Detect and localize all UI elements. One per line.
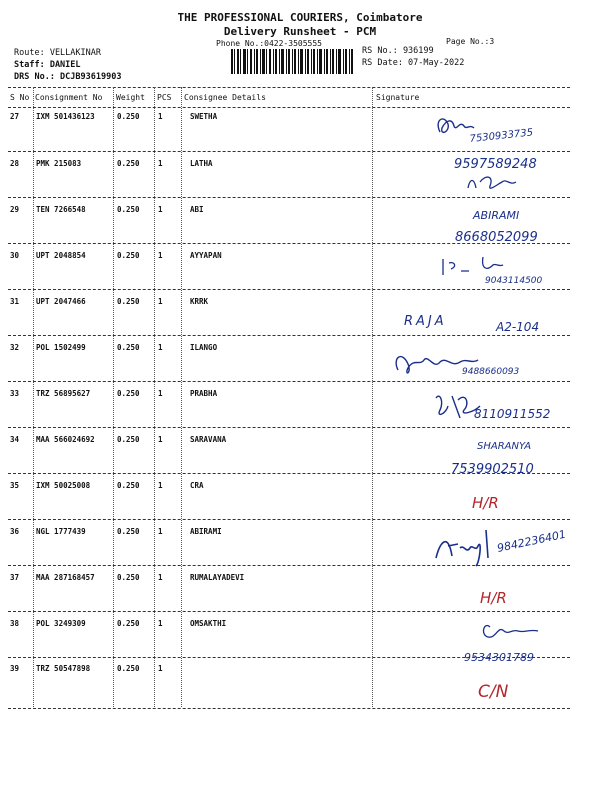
signature-36	[430, 522, 590, 572]
signature-32	[390, 340, 550, 384]
row-separator	[8, 708, 570, 709]
row-consignee: PRABHA	[190, 389, 218, 398]
row-consignee: ABI	[190, 205, 204, 214]
header-bottom-rule	[8, 107, 570, 108]
signature-text: SHARANYA	[477, 441, 532, 452]
row-sno: 37	[10, 573, 20, 582]
document-title: THE PROFESSIONAL COURIERS, Coimbatore	[177, 11, 423, 24]
row-consignment-no: TRZ 50547898	[36, 664, 91, 673]
signature-35	[470, 490, 530, 516]
row-sno: 35	[10, 481, 20, 490]
row-pcs: 1	[158, 619, 163, 628]
row-weight: 0.250	[117, 481, 140, 490]
row-sno: 29	[10, 205, 20, 214]
row-consignment-no: TEN 7266548	[36, 205, 86, 214]
row-consignee: CRA	[190, 481, 204, 490]
row-sno: 31	[10, 297, 20, 306]
row-separator	[8, 197, 570, 198]
rs-number: RS No.: 936199	[362, 46, 434, 56]
table-row	[0, 573, 600, 585]
row-consignment-no: IXM 501436123	[36, 112, 95, 121]
row-weight: 0.250	[117, 343, 140, 352]
signature-38	[450, 617, 580, 667]
row-consignment-no: MAA 566024692	[36, 435, 95, 444]
row-weight: 0.250	[117, 251, 140, 260]
signature-text: 7530933735	[469, 127, 534, 145]
row-consignee: OMSAKTHI	[190, 619, 227, 628]
row-consignment-no: POL 3249309	[36, 619, 86, 628]
signature-28	[450, 152, 580, 194]
signature-text: 9534301789	[464, 651, 534, 664]
row-sno: 38	[10, 619, 20, 628]
signature-39	[476, 675, 536, 705]
signature-text: 7539902510	[451, 462, 534, 477]
signature-37	[478, 585, 538, 611]
signature-34	[447, 433, 587, 479]
row-pcs: 1	[158, 527, 163, 536]
row-pcs: 1	[158, 664, 163, 673]
signature-27	[430, 110, 560, 148]
row-consignee: SARAVANA	[190, 435, 227, 444]
row-consignment-no: IXM 50025008	[36, 481, 91, 490]
row-separator	[8, 611, 570, 612]
row-sno: 28	[10, 159, 20, 168]
row-consignee: RUMALAYADEVI	[190, 573, 245, 582]
row-sno: 27	[10, 112, 20, 121]
row-weight: 0.250	[117, 435, 140, 444]
row-sno: 36	[10, 527, 20, 536]
row-consignment-no: NGL 1777439	[36, 527, 86, 536]
row-consignment-no: PMK 215083	[36, 159, 82, 168]
col-consignee-details: Consignee Details	[184, 93, 266, 102]
row-consignee: KRRK	[190, 297, 209, 306]
row-separator	[8, 289, 570, 290]
signature-text: 9842236401	[495, 527, 568, 555]
row-separator	[8, 519, 570, 520]
row-separator	[8, 335, 570, 336]
row-pcs: 1	[158, 205, 163, 214]
signature-text: 8110911552	[474, 407, 551, 421]
row-pcs: 1	[158, 343, 163, 352]
col-signature: Signature	[376, 93, 420, 102]
page-number: Page No.:3	[446, 37, 495, 46]
row-weight: 0.250	[117, 527, 140, 536]
row-sno: 32	[10, 343, 20, 352]
row-pcs: 1	[158, 435, 163, 444]
rs-date: RS Date: 07-May-2022	[362, 58, 465, 68]
row-consignee: AYYAPAN	[190, 251, 222, 260]
staff-label: Staff: DANIEL	[14, 60, 81, 70]
barcode	[231, 49, 353, 74]
row-pcs: 1	[158, 389, 163, 398]
document-subtitle: Delivery Runsheet - PCM	[223, 25, 377, 38]
phone-number: Phone No.:0422-3505555	[216, 39, 322, 48]
row-consignee: LATHA	[190, 159, 213, 168]
signature-text: H/R	[472, 494, 499, 512]
route-label: Route: VELLAKINAR	[14, 48, 101, 58]
row-pcs: 1	[158, 481, 163, 490]
row-sno: 39	[10, 664, 20, 673]
row-consignee: ABIRAMI	[190, 527, 222, 536]
row-weight: 0.250	[117, 389, 140, 398]
row-consignment-no: MAA 287168457	[36, 573, 95, 582]
row-consignment-no: TRZ 56895627	[36, 389, 91, 398]
row-consignee: ILANGO	[190, 343, 218, 352]
row-sno: 30	[10, 251, 20, 260]
row-weight: 0.250	[117, 112, 140, 121]
row-weight: 0.250	[117, 619, 140, 628]
signature-33	[430, 388, 580, 428]
signature-text: A2-104	[496, 320, 540, 334]
row-consignee: SWETHA	[190, 112, 218, 121]
signature-text: 9488660093	[462, 367, 520, 377]
signature-text: RAJA	[404, 314, 447, 329]
signature-30	[435, 253, 575, 289]
row-sno: 34	[10, 435, 20, 444]
row-pcs: 1	[158, 573, 163, 582]
row-weight: 0.250	[117, 664, 140, 673]
signature-text: ABIRAMI	[473, 209, 520, 222]
col-weight: Weight	[116, 93, 145, 102]
row-weight: 0.250	[117, 573, 140, 582]
drs-number: DRS No.: DCJB93619903	[14, 72, 122, 82]
signature-29	[455, 203, 585, 247]
signature-text: C/N	[478, 682, 509, 702]
header-top-rule	[8, 87, 570, 88]
signature-text: 9597589248	[454, 157, 537, 172]
signature-31	[400, 305, 570, 335]
row-pcs: 1	[158, 251, 163, 260]
col-sno: S No	[10, 93, 30, 102]
row-pcs: 1	[158, 112, 163, 121]
row-consignment-no: POL 1502499	[36, 343, 86, 352]
row-pcs: 1	[158, 159, 163, 168]
row-pcs: 1	[158, 297, 163, 306]
row-weight: 0.250	[117, 297, 140, 306]
row-sno: 33	[10, 389, 20, 398]
col-consignment-no: Consignment No	[35, 93, 103, 102]
row-weight: 0.250	[117, 159, 140, 168]
signature-text: 8668052099	[455, 230, 538, 245]
row-consignment-no: UPT 2048854	[36, 251, 86, 260]
col-pcs: PCS	[157, 93, 172, 102]
signature-text: H/R	[480, 589, 507, 607]
signature-text: 9043114500	[485, 276, 543, 286]
row-consignment-no: UPT 2047466	[36, 297, 86, 306]
row-weight: 0.250	[117, 205, 140, 214]
